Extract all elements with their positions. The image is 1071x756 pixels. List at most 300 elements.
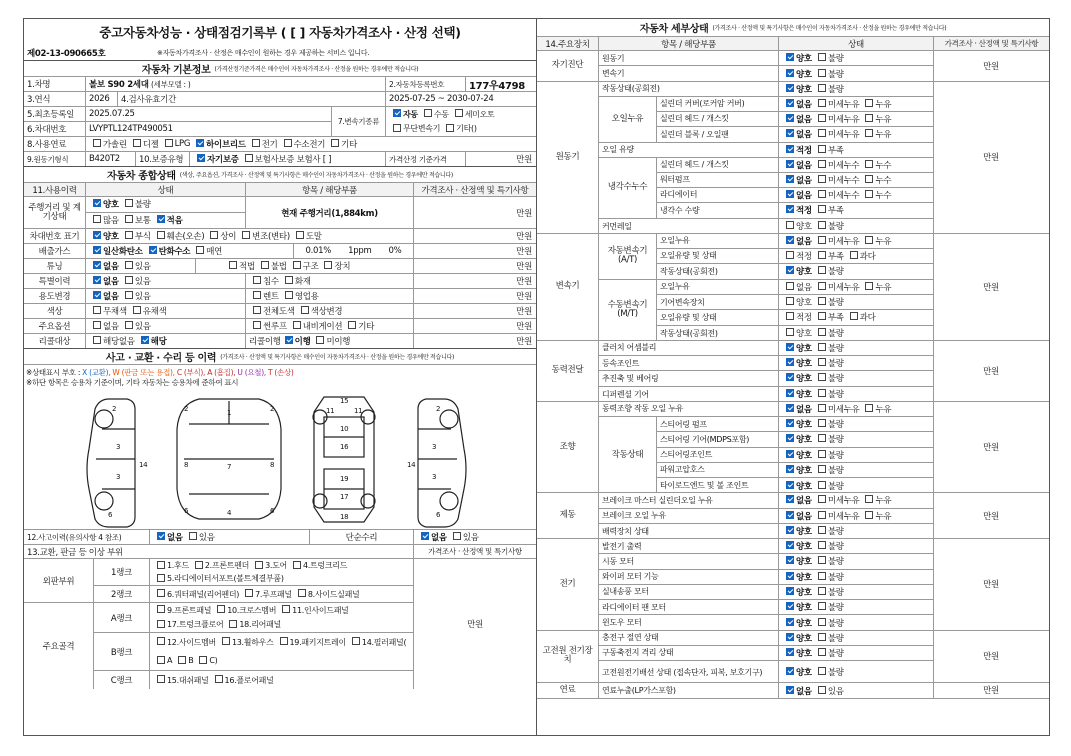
item-mt3: 오일유량 및 상태 <box>657 310 779 324</box>
br3-bad-option[interactable]: 불량 <box>814 525 844 537</box>
car-model-detail: (세부모델 : ) <box>151 79 191 89</box>
label-vin: 6.차대번호 <box>24 122 86 136</box>
eng10-good-option[interactable]: 양호 <box>782 220 812 232</box>
group-transmission: 변속기 <box>537 234 599 340</box>
mt3-short-option[interactable]: 부족 <box>814 311 844 323</box>
warranty-self-option[interactable]: 자기보증 <box>193 153 239 165</box>
eng5-short-option[interactable]: 부족 <box>814 144 844 156</box>
at2-ok-option[interactable]: 적정 <box>782 250 812 262</box>
st2-bad-option[interactable]: 불량 <box>814 418 844 430</box>
eng6-minor2-option[interactable]: 미세누수 <box>814 159 860 171</box>
fuel-gasoline-option[interactable]: 가솔린 <box>89 138 127 150</box>
item-pw2: 등속조인트 <box>599 356 779 370</box>
vin-corroded-option[interactable]: 부식 <box>121 230 151 242</box>
group-hv: 고전원 전기장치 <box>537 631 599 683</box>
eng6-none-option[interactable]: 없음 <box>782 159 812 171</box>
option-none-option[interactable]: 없음 <box>89 320 119 332</box>
fuel-hydrogen-option[interactable]: 수소전기 <box>280 138 326 150</box>
st1-minor-option[interactable]: 미세누유 <box>814 403 860 415</box>
part-trunk-lid-option[interactable]: 4.트렁크리드 <box>289 561 347 570</box>
part-pillar-panel-option[interactable]: 14.필러패널( <box>348 638 406 647</box>
fu1-yes-option[interactable]: 있음 <box>814 685 844 697</box>
vin-different-option[interactable]: 상이 <box>206 230 236 242</box>
part-roof-panel-option[interactable]: 7.루프패널 <box>241 589 292 600</box>
tune-illegal-option[interactable]: 불법 <box>257 260 287 272</box>
tune-struct-option[interactable]: 구조 <box>289 260 319 272</box>
part-hood-option[interactable]: 1.후드 <box>153 561 189 570</box>
recall-price: 만원 <box>516 337 532 347</box>
el6-bad-option[interactable]: 불량 <box>814 617 844 629</box>
right-panel <box>537 18 1050 736</box>
label-warranty: 10.보증유형 <box>136 152 190 166</box>
group-electric: 전기 <box>537 539 599 630</box>
item-st3: 스티어링 기어(MDPS포함) <box>657 432 779 446</box>
trans-semi-option[interactable]: 세미오토 <box>451 110 495 119</box>
gas-hc-value: 1ppm <box>348 246 372 256</box>
svg-text:10: 10 <box>340 425 349 433</box>
part-wheel-house-option[interactable]: 13.휠하우스 <box>218 638 274 647</box>
recall-applicable-option[interactable]: 해당 <box>137 335 167 347</box>
mt4-bad-option[interactable]: 불량 <box>814 327 844 339</box>
svg-text:14: 14 <box>407 461 416 469</box>
color-price: 만원 <box>516 307 532 317</box>
eng4-leak-option[interactable]: 누유 <box>861 128 891 140</box>
color-full-paint-option[interactable]: 전체도색 <box>249 305 295 317</box>
color-chromatic-option[interactable]: 유채색 <box>129 305 167 317</box>
st2-good-option[interactable]: 양호 <box>782 418 812 430</box>
part-door-option[interactable]: 3.도어 <box>251 561 287 570</box>
part-rear-panel-option[interactable]: 18.리어패널 <box>225 620 281 629</box>
tune-none-option[interactable]: 없음 <box>89 260 119 272</box>
el3-bad-option[interactable]: 불량 <box>814 571 844 583</box>
label-transmission: 7.변속기종류 <box>332 107 386 136</box>
price-power: 만원 <box>983 366 999 377</box>
eng10-bad-option[interactable]: 불량 <box>814 220 844 232</box>
el6-good-option[interactable]: 양호 <box>782 617 812 629</box>
svg-text:14: 14 <box>139 461 148 469</box>
item-eng1: 작동상태(공회전) <box>599 82 779 96</box>
basic-info-title: 자동차 기본정보 <box>141 65 211 76</box>
el2-bad-option[interactable]: 불량 <box>814 555 844 567</box>
svg-text:6: 6 <box>436 511 441 519</box>
price-fuel: 만원 <box>983 686 999 697</box>
at1-leak-option[interactable]: 누유 <box>861 235 891 247</box>
summary-col-price: 가격조사 · 산정액 및 특기사항 <box>414 183 536 196</box>
group-power: 동력전달 <box>537 341 599 401</box>
inspection-validity: 2025-07-25 ~ 2030-07-24 <box>389 94 494 104</box>
pw2-good-option[interactable]: 양호 <box>782 357 812 369</box>
mt3-ok-option[interactable]: 적정 <box>782 311 812 323</box>
use-rent-option[interactable]: 렌트 <box>249 290 279 302</box>
mileage-normal-option[interactable]: 보통 <box>121 214 151 226</box>
car-diagram-area <box>24 365 536 530</box>
label-exchange-price: 가격조사 · 산정액 및 특기사항 <box>428 547 522 556</box>
svg-text:11: 11 <box>326 407 335 415</box>
item-pw3: 추진축 및 베어링 <box>599 371 779 385</box>
fuel-other-option[interactable]: 기타 <box>327 138 357 150</box>
eng3-none-option[interactable]: 없음 <box>782 113 812 125</box>
part-side-sill-option[interactable]: 8.사이드실패널 <box>294 589 360 600</box>
svg-text:2: 2 <box>112 405 117 413</box>
part-dash-panel-option[interactable]: 15.대쉬패널 <box>153 675 209 686</box>
pillar-b-option[interactable]: B <box>174 656 193 665</box>
item-mt4: 작동상태(공회전) <box>657 326 779 341</box>
pw3-bad-option[interactable]: 불량 <box>814 372 844 384</box>
mt4-good-option[interactable]: 양호 <box>782 327 812 339</box>
mileage-good-option[interactable]: 양호 <box>89 198 119 210</box>
st6-good-option[interactable]: 양호 <box>782 480 812 492</box>
recall-done-option[interactable]: 이행 <box>281 335 311 347</box>
mt2-bad-option[interactable]: 불량 <box>814 296 844 308</box>
legend-line-1: ※상태표시 부호 : X (교환), W (판금 또는 용접), C (부식), A (흠집), U (요철), T (손상) <box>26 368 294 377</box>
fuel-diesel-option[interactable]: 디젤 <box>129 138 159 150</box>
item-pw1: 클러치 어셈블리 <box>599 341 779 355</box>
svg-text:2: 2 <box>184 405 189 413</box>
eng8-minor2-option[interactable]: 미세누수 <box>814 189 860 201</box>
pw1-good-option[interactable]: 양호 <box>782 342 812 354</box>
item-st5: 파워고압호스 <box>657 463 779 477</box>
st3-good-option[interactable]: 양호 <box>782 433 812 445</box>
pillar-c-option[interactable]: C) <box>195 656 217 665</box>
el5-bad-option[interactable]: 불량 <box>814 601 844 613</box>
pillar-a-option[interactable]: A <box>153 656 172 665</box>
price-hv: 만원 <box>983 652 999 663</box>
item-eng5: 오일 유량 <box>599 143 779 157</box>
mt1-none-option[interactable]: 없음 <box>782 281 812 293</box>
label-rankC: C랭크 <box>94 671 150 689</box>
summary-col-item: 항목 / 해당부품 <box>246 183 414 196</box>
pw1-bad-option[interactable]: 불량 <box>814 342 844 354</box>
group-brake: 제동 <box>537 493 599 538</box>
st4-bad-option[interactable]: 불량 <box>814 449 844 461</box>
item-st2: 스티어링 펌프 <box>657 417 779 431</box>
br2-none-option[interactable]: 없음 <box>782 510 812 522</box>
mileage-high-option[interactable]: 많음 <box>89 214 119 226</box>
color-change-option[interactable]: 색상변경 <box>297 305 343 317</box>
eng4-none-option[interactable]: 없음 <box>782 128 812 140</box>
eng9-short-option[interactable]: 부족 <box>814 204 844 216</box>
label-year: 3.연식 <box>24 92 86 106</box>
group-self_check: 자기진단 <box>537 51 599 81</box>
part-front-panel-option[interactable]: 9.프론트패널 <box>153 606 211 615</box>
part-front-fender-option[interactable]: 2.프론트펜더 <box>191 561 249 570</box>
vin-altered-option[interactable]: 변조(변타) <box>238 230 290 242</box>
label-use-change: 용도변경 <box>24 289 86 303</box>
base-price-unit: 만원 <box>516 155 532 165</box>
svg-text:7: 7 <box>227 463 232 471</box>
simple-none-option[interactable]: 없음 <box>417 531 447 543</box>
mt3-excess-option[interactable]: 과다 <box>846 311 876 323</box>
part-side-member-option[interactable]: 12.사이드멤버 <box>153 638 216 647</box>
item-el3: 와이퍼 모터 기능 <box>599 570 779 584</box>
svg-text:6: 6 <box>270 507 275 515</box>
gas-smoke-option[interactable]: 매연 <box>192 245 222 257</box>
detail-col-price: 가격조사 · 산정액 및 특기사항 <box>934 37 1049 50</box>
summary-note: (색상, 주요옵션, 가격조사 · 산정액 및 특기사항은 매수인이 자동차가격조사 · 산정을 원하는 경우에만 적습니다) <box>179 172 453 179</box>
item-eng4: 실린더 블록 / 오일팬 <box>657 127 779 142</box>
item-pw4: 디퍼렌셜 기어 <box>599 387 779 402</box>
hv2-bad-option[interactable]: 불량 <box>814 647 844 659</box>
label-main-frame: 주요골격 <box>24 603 94 689</box>
mt2-good-option[interactable]: 양호 <box>782 296 812 308</box>
mileage-bad-option[interactable]: 불량 <box>121 198 151 210</box>
group-fuel: 연료 <box>537 683 599 697</box>
at3-bad-option[interactable]: 불량 <box>814 265 844 277</box>
svg-text:6: 6 <box>184 507 189 515</box>
br1-leak-option[interactable]: 누유 <box>861 494 891 506</box>
item-mt2: 기어변속장치 <box>657 295 779 309</box>
price-engine: 만원 <box>983 153 999 164</box>
br1-minor-option[interactable]: 미세누유 <box>814 494 860 506</box>
sub-steer_state: 작동상태 <box>599 417 657 493</box>
selfcheck1-good-option[interactable]: 양호 <box>782 52 812 64</box>
eng1-bad-option[interactable]: 불량 <box>814 83 844 95</box>
gas-co-option[interactable]: 일산화탄소 <box>89 245 143 257</box>
svg-text:2: 2 <box>436 405 441 413</box>
trans-cvt-option[interactable]: 무단변속기 <box>389 124 440 133</box>
selfcheck1-bad-option[interactable]: 불량 <box>814 52 844 64</box>
item-br2: 브레이크 오일 누유 <box>599 509 779 523</box>
price-transmission: 만원 <box>983 282 999 293</box>
eng3-leak-option[interactable]: 누유 <box>861 113 891 125</box>
color-achromatic-option[interactable]: 무채색 <box>89 305 127 317</box>
warranty-insurer-option[interactable]: 보험사보증 보험사 [ ] <box>241 153 332 165</box>
label-recall-done: 리콜이행 <box>249 337 281 347</box>
special-yes-option[interactable]: 있음 <box>121 275 151 287</box>
vin-painted-option[interactable]: 도말 <box>292 230 322 242</box>
model-year: 2026 <box>86 92 118 106</box>
st1-leak-option[interactable]: 누유 <box>861 403 891 415</box>
hv3-good-option[interactable]: 양호 <box>782 666 812 678</box>
legend-line-2: ※하단 항목은 승용차 기준이며, 기타 자동차는 승용차에 준하여 표시 <box>26 378 239 387</box>
special-none-option[interactable]: 없음 <box>89 275 119 287</box>
br2-minor-option[interactable]: 미세누유 <box>814 510 860 522</box>
svg-text:3: 3 <box>116 443 121 451</box>
item-eng2: 실린더 커버(로커암 커버) <box>657 97 779 111</box>
simple-yes-option[interactable]: 있음 <box>449 531 479 543</box>
label-exchange-parts: 13.교환, 판금 등 이상 부위 <box>24 545 414 558</box>
mileage-low-option[interactable]: 적음 <box>153 214 183 226</box>
item-eng8: 라디에이터 <box>657 188 779 202</box>
vin-damaged-option[interactable]: 훼손(오손) <box>153 230 205 242</box>
part-floor-panel-option[interactable]: 16.플로어패널 <box>211 675 274 686</box>
price-self_check: 만원 <box>983 61 999 72</box>
label-outer-panel: 외판부위 <box>24 559 94 602</box>
st4-good-option[interactable]: 양호 <box>782 449 812 461</box>
part-trunk-floor-option[interactable]: 17.트렁크플로어 <box>153 620 223 629</box>
svg-text:11: 11 <box>354 407 363 415</box>
selfcheck2-good-option[interactable]: 양호 <box>782 68 812 80</box>
fuel-electric-option[interactable]: 전기 <box>248 138 278 150</box>
vin-good-option[interactable]: 양호 <box>89 230 119 242</box>
recall-notdone-option[interactable]: 미이행 <box>312 335 350 347</box>
car-diagram-icon <box>24 389 536 529</box>
part-cross-member-option[interactable]: 10.크로스멤버 <box>213 606 276 615</box>
el3-good-option[interactable]: 양호 <box>782 571 812 583</box>
trans-manual-option[interactable]: 수동 <box>420 110 449 119</box>
st6-bad-option[interactable]: 불량 <box>814 480 844 492</box>
item-hv2: 구동축전지 격리 상태 <box>599 646 779 660</box>
detail-col-item: 항목 / 해당부품 <box>599 37 779 50</box>
st5-good-option[interactable]: 양호 <box>782 464 812 476</box>
at1-none-option[interactable]: 없음 <box>782 235 812 247</box>
fuel-lpg-option[interactable]: LPG <box>161 139 191 149</box>
svg-text:17: 17 <box>340 493 349 501</box>
at1-minor-option[interactable]: 미세누유 <box>814 235 860 247</box>
eng7-leak2-option[interactable]: 누수 <box>861 174 891 186</box>
el4-good-option[interactable]: 양호 <box>782 586 812 598</box>
label-emission: 배출가스 <box>24 244 86 258</box>
gas-co-value: 0.01% <box>305 246 332 256</box>
gas-hc-option[interactable]: 탄화수소 <box>145 245 191 257</box>
label-mileage: 주행거리 및 계기상태 <box>24 197 86 228</box>
accident-title: 사고 · 교환 · 수리 등 이력 <box>105 353 217 364</box>
special-price: 만원 <box>516 277 532 287</box>
pw2-bad-option[interactable]: 불량 <box>814 357 844 369</box>
option-other-option[interactable]: 기타 <box>344 320 374 332</box>
label-fuel: 8.사용연료 <box>24 137 86 151</box>
option-yes-option[interactable]: 있음 <box>121 320 151 332</box>
item-hv1: 충전구 절연 상태 <box>599 631 779 645</box>
trans-other-option[interactable]: 기타() <box>442 124 477 133</box>
eng9-ok-option[interactable]: 적정 <box>782 204 812 216</box>
label-simple-repair: 단순수리 <box>310 530 414 544</box>
selfcheck2-bad-option[interactable]: 불량 <box>814 68 844 80</box>
label-engine-type: 9.원동기형식 <box>24 152 86 166</box>
svg-text:8: 8 <box>270 461 275 469</box>
label-rank1: 1랭크 <box>94 559 150 585</box>
hv2-good-option[interactable]: 양호 <box>782 647 812 659</box>
tune-device-option[interactable]: 장치 <box>320 260 350 272</box>
option-navi-option[interactable]: 내비게이션 <box>289 320 343 332</box>
el2-good-option[interactable]: 양호 <box>782 555 812 567</box>
eng3-minor-option[interactable]: 미세누유 <box>814 113 860 125</box>
vin-price: 만원 <box>516 232 532 242</box>
summary-col-status: 상태 <box>86 183 246 196</box>
special-fire-option[interactable]: 화재 <box>281 275 311 287</box>
mt1-minor-option[interactable]: 미세누유 <box>814 281 860 293</box>
eng2-minor-option[interactable]: 미세누유 <box>814 98 860 110</box>
item-at2: 오일유량 및 상태 <box>657 249 779 263</box>
item-eng6: 실린더 헤드 / 개스킷 <box>657 158 779 172</box>
summary-title: 자동차 종합상태 <box>107 171 176 182</box>
group-engine: 원동기 <box>537 82 599 234</box>
pw4-good-option[interactable]: 양호 <box>782 388 812 400</box>
item-hv3: 고전원전기배선 상태 (접속단자, 피복, 보호기구) <box>599 661 779 683</box>
label-rank2: 2랭크 <box>94 586 150 602</box>
accident-yes-option[interactable]: 있음 <box>185 531 215 543</box>
label-tuning: 튜닝 <box>24 259 86 273</box>
item-st4: 스티어링조인트 <box>657 448 779 462</box>
item-el6: 윈도우 모터 <box>599 615 779 630</box>
label-special-history: 특별이력 <box>24 274 86 288</box>
st5-bad-option[interactable]: 불량 <box>814 464 844 476</box>
svg-text:1: 1 <box>227 409 232 417</box>
pw4-bad-option[interactable]: 불량 <box>814 388 844 400</box>
use-none-option[interactable]: 없음 <box>89 290 119 302</box>
eng8-leak2-option[interactable]: 누수 <box>861 189 891 201</box>
eng4-minor-option[interactable]: 미세누유 <box>814 128 860 140</box>
tune-legal-option[interactable]: 적법 <box>225 260 255 272</box>
exchange-price: 만원 <box>467 620 483 630</box>
label-rankA: A랭크 <box>94 603 150 632</box>
st1-none-option[interactable]: 없음 <box>782 403 812 415</box>
eng7-minor2-option[interactable]: 미세누수 <box>814 174 860 186</box>
detail-col-device: 14.주요장치 <box>537 37 599 50</box>
br2-leak-option[interactable]: 누유 <box>861 510 891 522</box>
tuning-price: 만원 <box>516 262 532 272</box>
item-fu1: 연료누출(LP가스포함) <box>599 683 779 698</box>
mt1-leak-option[interactable]: 누유 <box>861 281 891 293</box>
label-car-name: 1.차명 <box>24 77 86 91</box>
page-title: 중고자동차성능 · 상태점검기록부 ( [ ] 자동차가격조사 · 산정 선택) <box>99 25 461 40</box>
price-brake: 만원 <box>983 511 999 522</box>
hv3-bad-option[interactable]: 불량 <box>814 666 844 678</box>
hv1-bad-option[interactable]: 불량 <box>814 632 844 644</box>
eng1-good-option[interactable]: 양호 <box>782 83 812 95</box>
part-inside-panel-option[interactable]: 11.인사이드패널 <box>278 606 348 615</box>
part-radiator-support-option[interactable]: 5.라디에이터서포트(볼트체결부품) <box>153 574 284 583</box>
svg-text:4: 4 <box>227 509 232 517</box>
el5-good-option[interactable]: 양호 <box>782 601 812 613</box>
detail-col-status: 상태 <box>779 37 934 50</box>
item-el4: 실내송풍 모터 <box>599 585 779 599</box>
eng7-none-option[interactable]: 없음 <box>782 174 812 186</box>
at2-short-option[interactable]: 부족 <box>814 250 844 262</box>
at3-good-option[interactable]: 양호 <box>782 265 812 277</box>
fuel-hybrid-option[interactable]: 하이브리드 <box>192 138 246 150</box>
option-sunroof-option[interactable]: 썬루프 <box>249 320 287 332</box>
price-electric: 만원 <box>983 580 999 591</box>
part-package-tray-option[interactable]: 19.패키지트레이 <box>276 638 346 647</box>
tune-yes-option[interactable]: 있음 <box>121 260 151 272</box>
accident-none-option[interactable]: 없음 <box>153 531 183 543</box>
part-quarter-panel-option[interactable]: 6.쿼터패널(리어펜더) <box>153 589 239 600</box>
fu1-none-option[interactable]: 없음 <box>782 685 812 697</box>
doc-note: ※자동차가격조사 · 산정은 매수인이 원하는 경우 제공하는 서비스 입니다. <box>157 48 370 57</box>
el1-good-option[interactable]: 양호 <box>782 540 812 552</box>
at2-excess-option[interactable]: 과다 <box>846 250 876 262</box>
el4-bad-option[interactable]: 불량 <box>814 586 844 598</box>
car-name: 볼보 S90 2세대 <box>89 80 149 90</box>
br3-good-option[interactable]: 양호 <box>782 525 812 537</box>
eng2-leak-option[interactable]: 누유 <box>861 98 891 110</box>
eng6-leak2-option[interactable]: 누수 <box>861 159 891 171</box>
eng2-none-option[interactable]: 없음 <box>782 98 812 110</box>
trans-auto-option[interactable]: 자동 <box>389 110 418 119</box>
hv1-good-option[interactable]: 양호 <box>782 632 812 644</box>
use-yes-option[interactable]: 있음 <box>121 290 151 302</box>
br1-none-option[interactable]: 없음 <box>782 494 812 506</box>
svg-text:18: 18 <box>340 513 349 521</box>
emission-price: 만원 <box>516 247 532 257</box>
label-first-reg: 5.최초등록일 <box>24 107 86 121</box>
st3-bad-option[interactable]: 불량 <box>814 433 844 445</box>
special-flood-option[interactable]: 침수 <box>249 275 279 287</box>
recall-none-option[interactable]: 해당없음 <box>89 335 135 347</box>
left-panel <box>23 18 537 736</box>
el1-bad-option[interactable]: 불량 <box>814 540 844 552</box>
use-business-option[interactable]: 영업용 <box>281 290 319 302</box>
item-el5: 라디에이터 팬 모터 <box>599 600 779 614</box>
eng5-ok-option[interactable]: 적정 <box>782 144 812 156</box>
pw3-good-option[interactable]: 양호 <box>782 372 812 384</box>
item-eng9: 냉각수 수량 <box>657 203 779 218</box>
mileage-price: 만원 <box>516 208 532 219</box>
reg-number: 177우4798 <box>469 80 525 91</box>
eng8-none-option[interactable]: 없음 <box>782 189 812 201</box>
sub-coolant_leak: 냉각수누수 <box>599 158 657 218</box>
